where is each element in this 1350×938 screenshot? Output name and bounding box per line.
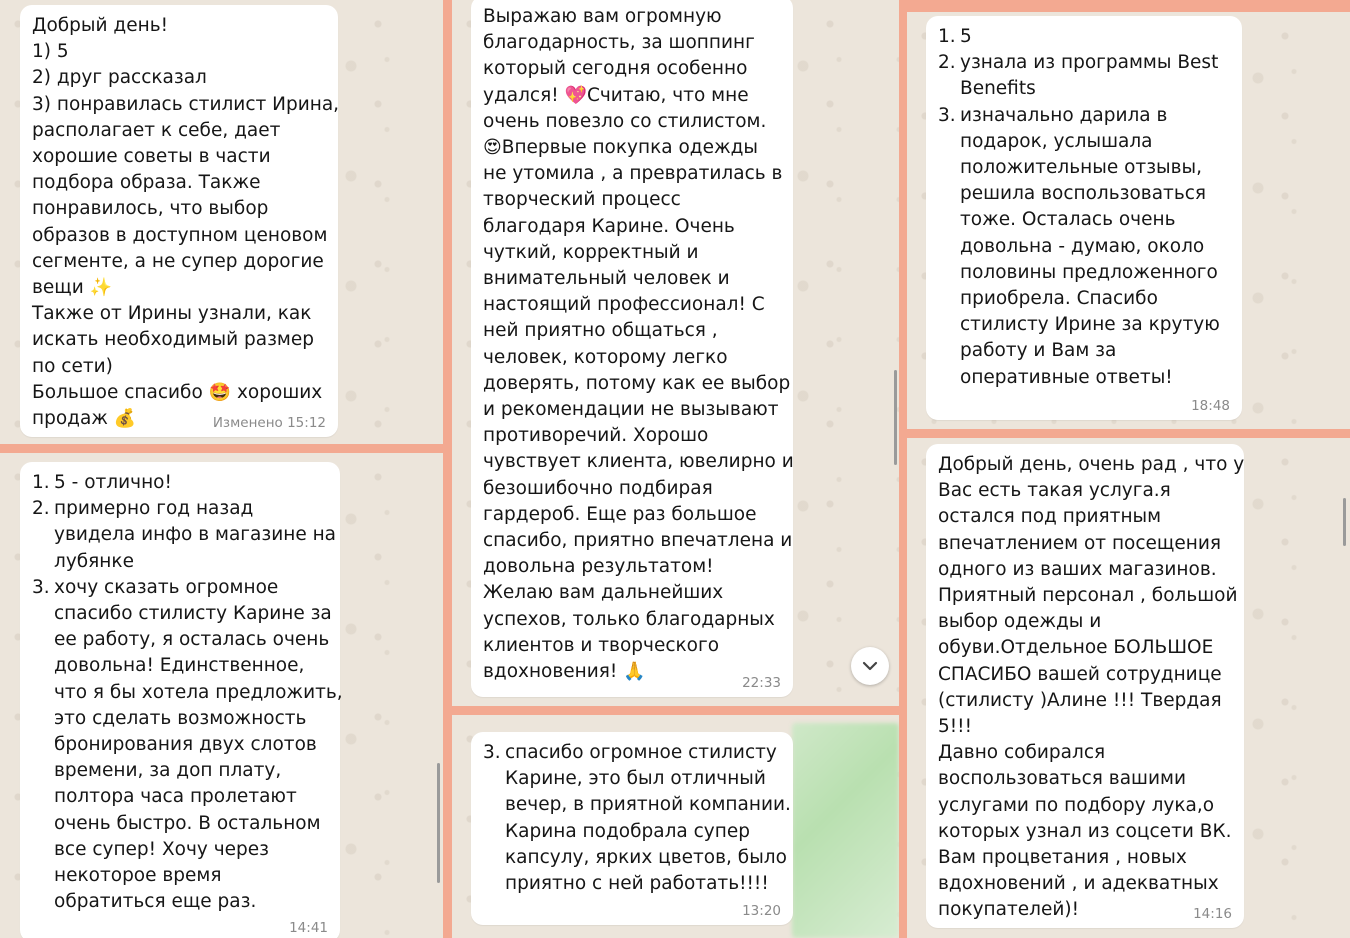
message-line: положительные отзывы, [960, 157, 1203, 179]
message-line: полтора часа пролетают [54, 786, 297, 808]
message-line: половины предложенного [960, 261, 1218, 283]
message-line: 2) друг рассказал [32, 67, 207, 89]
scrollbar[interactable] [894, 370, 897, 465]
message-line: покупателей)! [938, 899, 1079, 921]
message-line: выбор одежды и [938, 611, 1102, 633]
message-line: очень повезло со стилистом. [483, 110, 767, 132]
list-item [938, 103, 1230, 391]
message-line: вещи [32, 277, 84, 299]
list-item [32, 470, 328, 496]
message-line: доверять, потому как ее выбор [483, 372, 791, 394]
message-line: тоже. Осталась очень [960, 209, 1176, 231]
message-time: Изменено 15:12 [212, 415, 326, 431]
message-line: искать необходимый размер [32, 329, 315, 351]
list-number: 3. [938, 104, 956, 126]
message-line: узнала из программы Best [960, 52, 1219, 74]
scrollbar[interactable] [437, 763, 440, 883]
message-line: изначально дарила в [960, 104, 1168, 126]
message-line: СПАСИБО вашей сотруднице [938, 663, 1222, 685]
message-bubble [20, 462, 343, 938]
message-bubble [20, 5, 338, 437]
message-line: спасибо огромное стилисту [505, 742, 777, 763]
message-line: обуви.Отдельное БОЛЬШОЕ [938, 637, 1214, 659]
message-line: человек, которому легко [483, 346, 728, 368]
message-line: располагает к себе, дает [32, 119, 281, 141]
list-item [32, 496, 337, 575]
message-line: одного из ваших магазинов. [938, 558, 1217, 580]
message-line: хороших [236, 381, 323, 403]
message-line: (стилисту )Алине !!! Твердая [938, 689, 1222, 711]
message-time: 14:41 [289, 920, 328, 936]
message-line: Вам процветания , новых [938, 847, 1187, 869]
message-line: ее работу, я осталась очень [54, 629, 330, 651]
message-line: остался под приятным [938, 506, 1162, 528]
message-time: 18:48 [1191, 398, 1230, 414]
message-line: обратиться еще раз. [54, 891, 257, 913]
screenshot-panel-1 [0, 0, 443, 444]
message-line: вечер, в приятной компании. [505, 794, 791, 816]
message-line: 5 - отлично! [54, 472, 172, 493]
message-line: приобрела. Спасибо [960, 288, 1158, 310]
message-line: довольна! Единственное, [54, 655, 305, 677]
message-line: Также от Ирины узнали, как [32, 303, 312, 325]
message-bubble [471, 732, 793, 925]
message-line: хорошие советы в части [32, 146, 271, 168]
blurred-image [792, 723, 899, 938]
list-number: 1. [32, 472, 50, 493]
message-line: довольна - думаю, около [960, 235, 1205, 257]
message-line: оперативные ответы! [960, 366, 1173, 388]
list-item [483, 740, 791, 897]
message-line: что я бы хотела предложить, [54, 681, 343, 703]
message-line: подбора образа. Также [32, 172, 261, 194]
message-line: спасибо стилисту Карине за [54, 603, 332, 625]
message-line: не утомила , а превратилась в [483, 163, 783, 185]
chevron-down-icon [862, 661, 878, 671]
screenshot-panel-3 [452, 0, 899, 706]
message-line: приятно с ней работать!!!! [505, 873, 769, 895]
message-line: и рекомендации не вызывают [483, 399, 779, 421]
message-line: Добрый день, очень рад , что у [938, 454, 1245, 475]
message-line: вдохновений , и адекватных [938, 873, 1219, 895]
message-line: настоящий профессионал! С [483, 294, 765, 316]
message-line: примерно год назад [54, 498, 254, 520]
message-line: безошибочно подбирая [483, 477, 713, 499]
message-line: чувствует клиента, ювелирно и [483, 451, 794, 473]
scrollbar[interactable] [1343, 498, 1346, 546]
message-line: внимательный человек и [483, 268, 730, 290]
message-line: успехов, только благодарных [483, 608, 775, 630]
message-time: 14:16 [1193, 906, 1232, 922]
message-line: Считаю, что мне [586, 84, 749, 106]
message-line: подарок, услышала [960, 130, 1153, 152]
list-item [938, 24, 1230, 50]
message-line: Benefits [960, 78, 1036, 100]
message-line: хочу сказать огромное [54, 576, 279, 598]
message-line: Карине, это был отличный [505, 768, 766, 790]
message-line: вдохновения! [483, 661, 618, 683]
message-time: 22:33 [742, 675, 781, 691]
list-number: 3. [483, 742, 501, 763]
message-line: стилисту Ирине за крутую [960, 314, 1220, 336]
message-line: услугами по подбору лука,о [938, 794, 1215, 816]
message-line: образов в доступном ценовом [32, 224, 328, 246]
message-line: 5!!! [938, 716, 973, 738]
message-line: 1) 5 [32, 41, 69, 63]
message-line: решила воспользоваться [960, 183, 1207, 205]
message-line: 3) понравилась стилист Ирина, [32, 93, 340, 115]
message-line: Большое спасибо [32, 381, 203, 403]
message-line: творческий процесс [483, 189, 681, 211]
message-line: который сегодня особенно [483, 58, 748, 80]
message-line: сегменте, а не супер дорогие [32, 250, 324, 272]
message-line: Вас есть такая услуга.я [938, 480, 1171, 502]
pray-hands-icon: 🙏 [623, 661, 646, 683]
message-time: 13:20 [742, 903, 781, 919]
message-line: Давно собирался [938, 742, 1106, 764]
message-line: воспользоваться вашими [938, 768, 1186, 790]
message-line: впечатлением от посещения [938, 532, 1221, 554]
message-line: благодарность, за шоппинг [483, 32, 755, 54]
message-bubble [926, 444, 1244, 928]
message-line: удался! [483, 84, 559, 106]
message-line: ней приятно общаться , [483, 320, 718, 342]
message-bubble [926, 16, 1242, 420]
message-line: 5 [960, 26, 972, 47]
list-item [938, 50, 1230, 102]
message-line: очень быстро. В остальном [54, 812, 321, 834]
message-line: по сети) [32, 355, 113, 377]
message-line: довольна результатом! [483, 556, 714, 578]
money-bag-icon: 💰 [113, 408, 137, 430]
star-struck-emoji-icon: 🤩 [208, 381, 232, 403]
message-line: Добрый день! [32, 15, 169, 36]
screenshot-panel-5 [907, 12, 1350, 429]
message-line: Карина подобрала супер [505, 820, 750, 842]
message-line: противоречий. Хорошо [483, 425, 709, 447]
message-line: Приятный персонал , большой [938, 585, 1238, 607]
heart-icon: 💖 [564, 84, 587, 106]
list-number: 3. [32, 576, 50, 598]
message-line: все супер! Хочу через [54, 838, 269, 860]
message-line: гардероб. Еще раз большое [483, 503, 757, 525]
screenshot-panel-6 [907, 438, 1350, 938]
message-line: бронирования двух слотов [54, 734, 317, 756]
list-number: 2. [938, 52, 956, 74]
message-line: благодаря Карине. Очень [483, 215, 735, 237]
message-bubble [471, 0, 793, 697]
list-item [32, 575, 343, 916]
message-line: Выражаю вам огромную [483, 6, 722, 27]
message-line: Желаю вам дальнейших [483, 582, 724, 604]
message-line: продаж [32, 408, 108, 430]
message-line: лубянке [54, 550, 134, 572]
message-line: некоторое время [54, 865, 222, 887]
heart-eyes-emoji-icon: 😍 [483, 137, 502, 159]
message-line: увидела инфо в магазине на [54, 524, 337, 546]
screenshot-panel-2 [0, 453, 443, 938]
sparkles-icon: ✨ [89, 277, 113, 299]
message-line: это сделать возможность [54, 707, 307, 729]
screenshot-panel-4 [452, 715, 899, 938]
message-line: работу и Вам за [960, 340, 1117, 362]
message-line: понравилось, что выбор [32, 198, 269, 220]
list-number: 2. [32, 498, 50, 520]
message-line: времени, за доп плату, [54, 760, 282, 782]
message-line: Впервые покупка одежды [501, 137, 759, 159]
message-line: чуткий, корректный и [483, 241, 699, 263]
message-line: капсулу, ярких цветов, было [505, 846, 787, 868]
message-line: которых узнал из соцсети ВК. [938, 820, 1232, 842]
list-number: 1. [938, 26, 956, 47]
message-line: спасибо, приятно впечатлена и [483, 530, 793, 552]
message-line: клиентов и творческого [483, 634, 720, 656]
scroll-down-button[interactable] [851, 647, 889, 685]
